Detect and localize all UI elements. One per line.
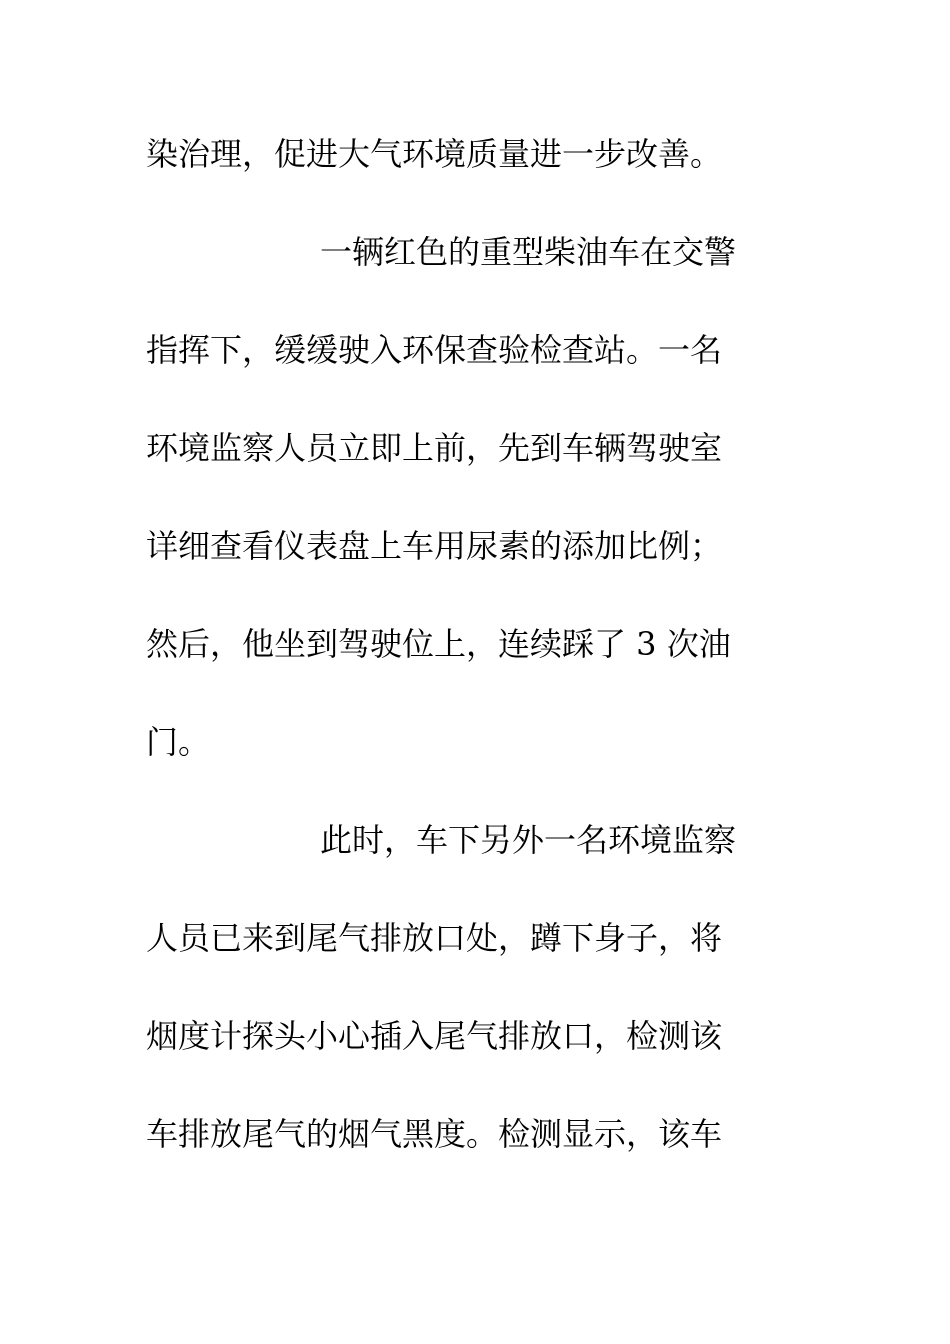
text-line: 车排放尾气的烟气黑度。检测显示，该车	[146, 1115, 723, 1153]
paragraph-start-line: 此时，车下另外一名环境监察	[320, 821, 737, 859]
text-line: 详细查看仪表盘上车用尿素的添加比例；	[146, 527, 723, 565]
text-line: 然后，他坐到驾驶位上，连续踩了 3 次油	[146, 625, 731, 663]
body-text	[146, 124, 778, 1202]
text-line: 环境监察人员立即上前，先到车辆驾驶室	[146, 429, 723, 467]
text-line: 烟度计探头小心插入尾气排放口，检测该	[146, 1017, 723, 1055]
text-line: 人员已来到尾气排放口处，蹲下身子，将	[146, 919, 723, 957]
text-line: 指挥下，缓缓驶入环保查验检查站。一名	[146, 331, 723, 369]
text-line: 门。	[146, 723, 211, 761]
text-line: 染治理，促进大气环境质量进一步改善。	[146, 135, 723, 173]
paragraph-start-line: 一辆红色的重型柴油车在交警	[320, 233, 737, 271]
